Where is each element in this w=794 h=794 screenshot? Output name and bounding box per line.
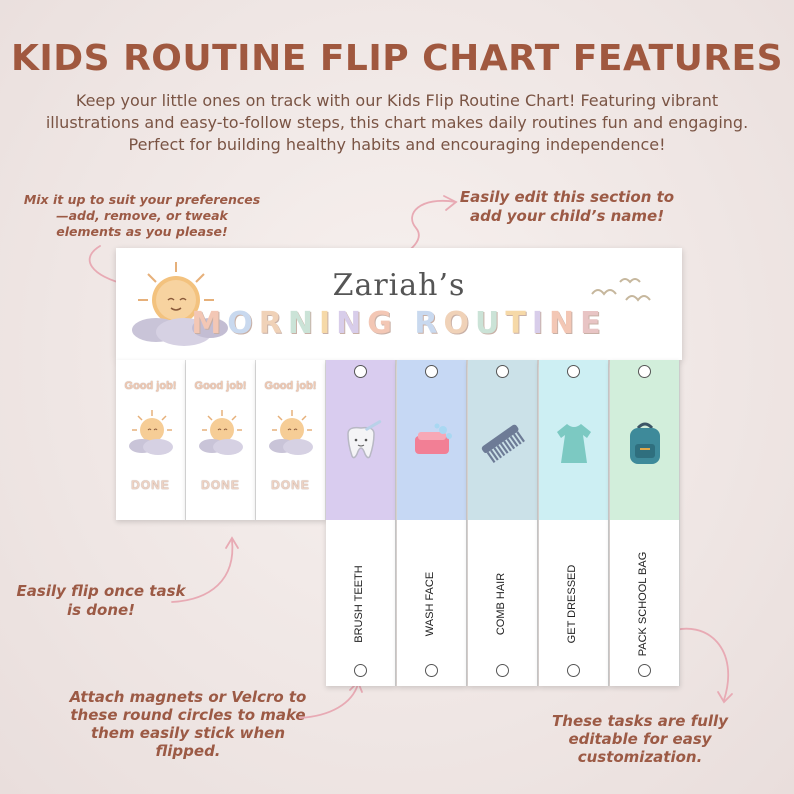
note-flip: Easily flip once task is done! [16, 582, 186, 619]
done-label: DONE [131, 478, 170, 492]
title-letter: R [414, 306, 444, 341]
title-letter: I [531, 306, 549, 341]
sun-icon [126, 408, 178, 456]
task-column[interactable] [539, 360, 609, 686]
title-letter: M [191, 306, 228, 341]
title-letter: I [318, 306, 337, 341]
done-card[interactable] [116, 360, 186, 520]
done-label: DONE [201, 478, 240, 492]
task-column[interactable] [326, 360, 396, 686]
title-letter: U [474, 306, 506, 341]
title-letter: R [258, 306, 288, 341]
headline: KIDS ROUTINE FLIP CHART FEATURES [10, 38, 784, 79]
done-card[interactable] [186, 360, 256, 520]
sun-icon [196, 408, 248, 456]
task-column[interactable] [610, 360, 680, 686]
velcro-circle [354, 365, 367, 378]
sun-icon [266, 408, 318, 456]
dress-icon [549, 418, 599, 468]
chart-header [116, 248, 682, 360]
velcro-circle [496, 365, 509, 378]
title-letter: O [227, 306, 259, 341]
title-letter: N [548, 306, 581, 341]
note-mix: Mix it up to suit your preferences—add, remove, or tweak elements as you please! [23, 192, 261, 239]
task-label[interactable]: GET DRESSED [566, 564, 578, 644]
title-letter: N [336, 306, 368, 341]
birds-icon [586, 274, 666, 314]
title-letter: N [287, 306, 319, 341]
done-card[interactable] [256, 360, 326, 520]
velcro-circle [425, 365, 438, 378]
child-name[interactable]: Zariah’s [332, 268, 466, 303]
velcro-circle [354, 664, 367, 677]
velcro-circle [567, 365, 580, 378]
velcro-circle [638, 664, 651, 677]
title-letter [398, 306, 414, 341]
velcro-circle [567, 664, 580, 677]
good-job-label: Good job! [264, 380, 317, 392]
title-letter: E [580, 306, 607, 341]
task-column[interactable] [397, 360, 467, 686]
good-job-label: Good job! [124, 380, 177, 392]
note-attach: Attach magnets or Velcro to these round circles to make them easily stick when flipped. [69, 688, 307, 760]
backpack-icon [620, 418, 670, 468]
task-label[interactable]: WASH FACE [424, 571, 436, 637]
tooth-icon [336, 418, 386, 468]
velcro-circle [496, 664, 509, 677]
soap-icon [407, 418, 457, 468]
task-label[interactable]: BRUSH TEETH [353, 565, 365, 643]
note-edit-name: Easily edit this section to add your child’s name! [459, 188, 675, 225]
task-column[interactable] [468, 360, 538, 686]
good-job-label: Good job! [194, 380, 247, 392]
done-label: DONE [271, 478, 310, 492]
note-tasks-editable: These tasks are fully editable for easy customization. [552, 712, 728, 766]
comb-icon [478, 418, 528, 468]
intro-text: Keep your little ones on track with our Kids Flip Routine Chart! Featuring vibrant illustrations and easy-to-follow steps, this chart makes daily routines fun and engaging. Perfect for building healthy habits and encouraging independence! [45, 91, 749, 154]
task-label[interactable]: PACK SCHOOL BAG [637, 551, 649, 657]
title-letter: G [367, 306, 398, 341]
title-letter: T [505, 306, 532, 341]
title-letter: O [443, 306, 475, 341]
task-label[interactable]: COMB HAIR [495, 572, 507, 636]
velcro-circle [425, 664, 438, 677]
velcro-circle [638, 365, 651, 378]
